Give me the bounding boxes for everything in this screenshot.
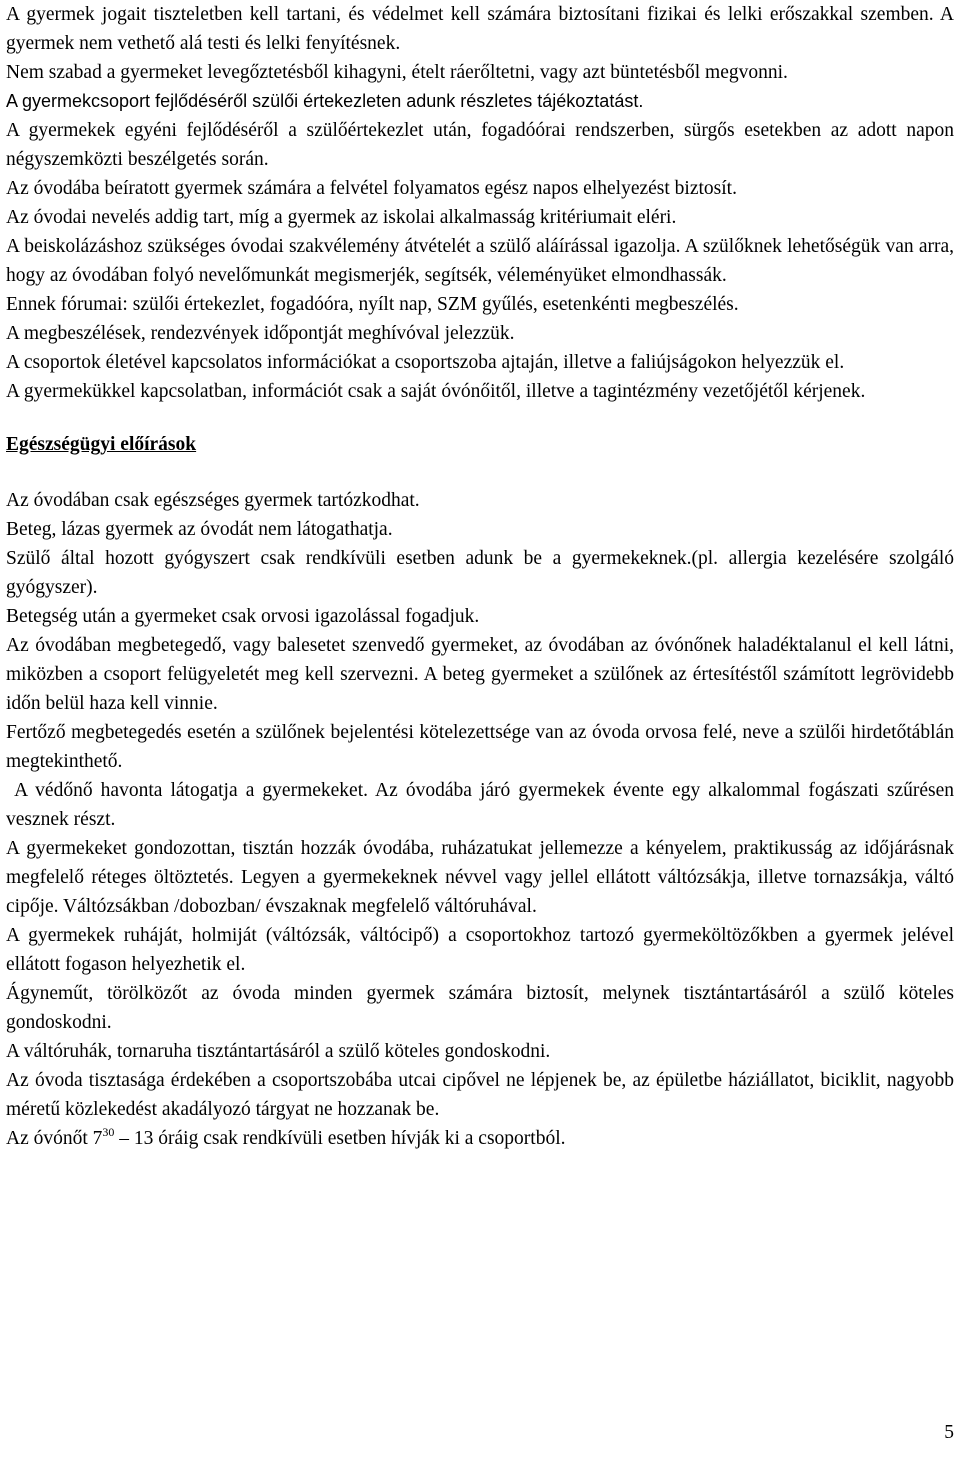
- paragraph: Beteg, lázas gyermek az óvodát nem látogathatja.: [6, 519, 393, 540]
- paragraph: A gyermekek ruháját, holmiját (váltózsák, váltócipő) a csoportokhoz tartozó gyermeköltözőkben a gyermek jelével ellátott fogason helyezhetik el.: [6, 925, 954, 975]
- paragraph: Az óvodába beíratott gyermek számára a felvétel folyamatos egész napos elhelyezést biztosít.: [6, 178, 737, 199]
- paragraph: A váltóruhák, tornaruha tisztántartásáról a szülő köteles gondoskodni.: [6, 1041, 551, 1062]
- paragraph: Szülő által hozott gyógyszert csak rendkívüli esetben adunk be a gyermekeknek.(pl. allergia kezelésére szolgáló gyógyszer).: [6, 548, 954, 598]
- paragraph: A gyermekek egyéni fejlődéséről a szülőértekezlet után, fogadóórai rendszerben, sürgős esetekben az adott napon négyszemközti beszélgetés során.: [6, 120, 954, 170]
- paragraph: Betegség után a gyermeket csak orvosi igazolással fogadjuk.: [6, 606, 480, 627]
- paragraph: Fertőző megbetegedés esetén a szülőnek bejelentési kötelezettsége van az óvoda orvosa felé, neve a szülői hirdetőtáblán megtekinthető.: [6, 722, 954, 772]
- paragraph: A gyermekeket gondozottan, tisztán hozzák óvodába, ruházatukat jellemezze a kényelem, praktikusság az időjárásnak megfelelő réteges öltöztetés. Legyen a gyermekeknek névvel vagy jellel ellátott váltózsákja, illetve tornazsákja, váltó cipője. Váltózsákban /dobozban/ évszaknak megfelelő váltóruhával.: [6, 838, 954, 917]
- closing-line: [6, 1124, 954, 1153]
- paragraph: Ennek fórumai: szülői értekezlet, fogadóóra, nyílt nap, SZM gyűlés, esetenkénti megbeszélés.: [6, 294, 739, 315]
- time-superscript: 30: [102, 1125, 115, 1139]
- paragraph: A gyermek jogait tiszteletben kell tartani, és védelmet kell számára biztosítani fizikai és lelki erőszakkal szemben. A gyermek nem vethető alá testi és lelki fenyítésnek.: [6, 4, 954, 54]
- paragraph: A csoportok életével kapcsolatos információkat a csoportszoba ajtaján, illetve a faliújságokon helyezzük el.: [6, 352, 845, 373]
- document-body: [6, 0, 959, 1153]
- closing-line-start: Az óvónőt 7: [6, 1128, 103, 1149]
- paragraph: A gyermekükkel kapcsolatban, információt csak a saját óvónőitől, illetve a tagintézmény vezetőjétől kérjenek.: [6, 381, 866, 402]
- paragraph: Az óvodában megbetegedő, vagy balesetet szenvedő gyermeket, az óvodában az óvónőnek haladéktalanul el kell látni, miközben a csoport felügyeletét meg kell szervezni. A beteg gyermeket a szülőnek az értesítéstől számított legrövidebb időn belül haza kell vinnie.: [6, 635, 954, 714]
- paragraph: A beiskolázáshoz szükséges óvodai szakvélemény átvételét a szülő aláírással igazolja. A szülőknek lehetőségük van arra, hogy az óvodában folyó nevelőmunkát megismerjék, segítsék, véleményüket elmondhassák.: [6, 236, 954, 286]
- closing-line-end: – 13 óráig csak rendkívüli esetben hívják ki a csoportból.: [114, 1128, 566, 1149]
- paragraph: A védőnő havonta látogatja a gyermekeket. Az óvodába járó gyermekek évente egy alkalommal fogászati szűrésen vesznek részt.: [6, 780, 959, 830]
- page-number: 5: [944, 1422, 954, 1443]
- paragraph: Az óvoda tisztasága érdekében a csoportszobába utcai cipővel ne lépjenek be, az épületbe háziállatot, biciklit, nagyobb méretű közlekedést akadályozó tárgyat ne hozzanak be.: [6, 1070, 954, 1120]
- section-heading: Egészségügyi előírások: [6, 434, 197, 455]
- paragraph: Ágyneműt, törölközőt az óvoda minden gyermek számára biztosít, melynek tisztántartásáról a szülő köteles gondoskodni.: [6, 983, 954, 1033]
- paragraph: Az óvodában csak egészséges gyermek tartózkodhat.: [6, 490, 420, 511]
- paragraph: A gyermekcsoport fejlődéséről szülői értekezleten adunk részletes tájékoztatást.: [6, 91, 644, 111]
- paragraph: Az óvodai nevelés addig tart, míg a gyermek az iskolai alkalmasság kritériumait eléri.: [6, 207, 677, 228]
- paragraph: Nem szabad a gyermeket levegőztetésből kihagyni, ételt ráerőltetni, vagy azt büntetésből megvonni.: [6, 62, 788, 83]
- paragraph: A megbeszélések, rendezvények időpontját meghívóval jelezzük.: [6, 323, 515, 344]
